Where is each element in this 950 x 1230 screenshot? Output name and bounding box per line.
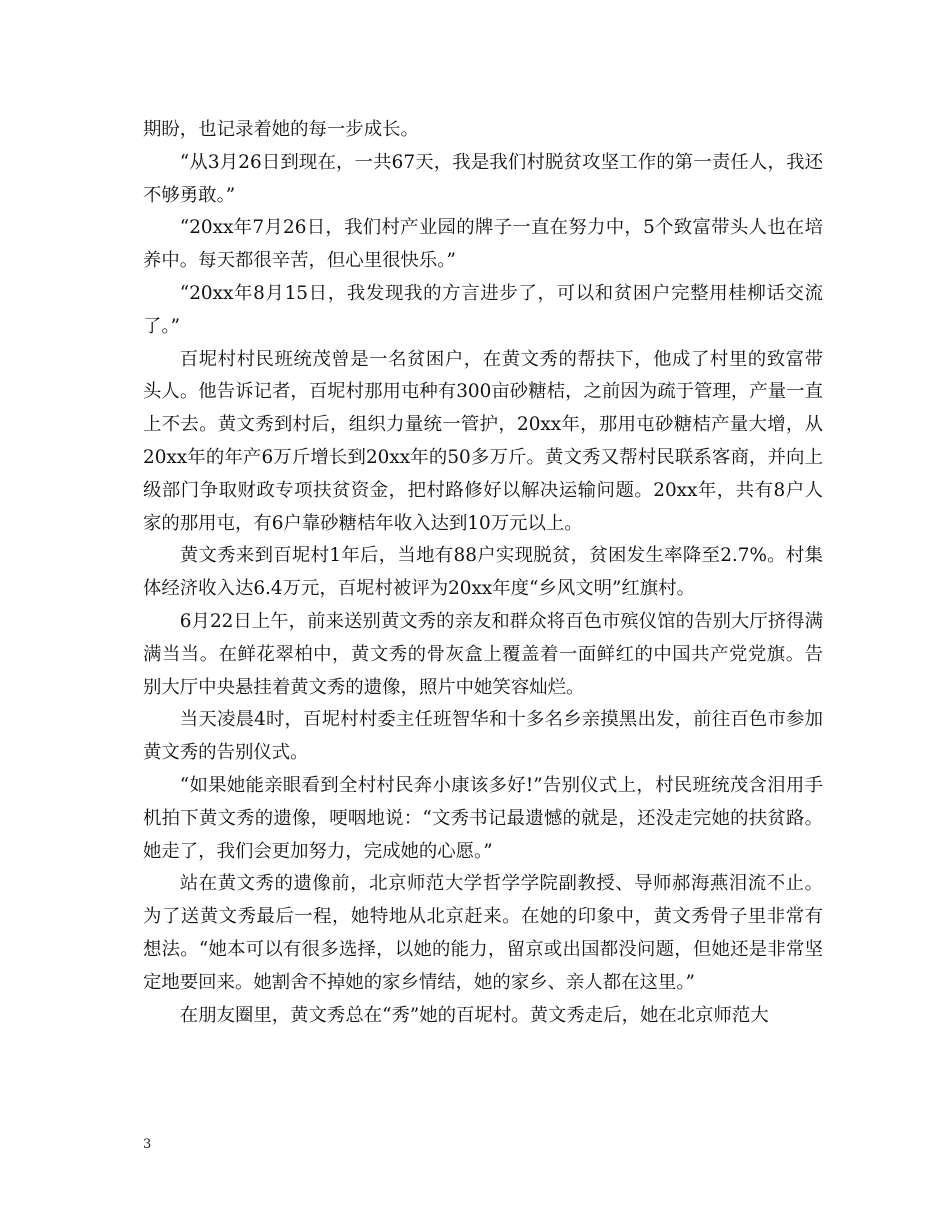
paragraph: 6月22日上午，前来送别黄文秀的亲友和群众将百色市殡仪馆的告别大厅挤得满满当当。在鲜花翠柏中，黄文秀的骨灰盒上覆盖着一面鲜红的中国共产党党旗。告别大厅中央悬挂着黄文秀的遗像，照片中她笑容灿烂。 [143, 610, 823, 698]
paragraph: 百坭村村民班统茂曾是一名贫困户，在黄文秀的帮扶下，他成了村里的致富带头人。他告诉记者，百坭村那用屯种有300亩砂糖桔，之前因为疏于管理，产量一直上不去。黄文秀到村后，组织力量统一管护，20xx年，那用屯砂糖桔产量大增，从20xx年的年产6万斤增长到20xx年的50多万斤。黄文秀又帮村民联系客商，并向上级部门争取财政专项扶贫资金，把村路修好以解决运输问题。20xx年，共有8户人家的那用屯，有6户靠砂糖桔年收入达到10万元以上。 [143, 348, 823, 534]
paragraph: 期盼，也记录着她的每一步成长。 [143, 119, 419, 140]
paragraph: “从3月26日到现在，一共67天，我是我们村脱贫攻坚工作的第一责任人，我还不够勇敢。” [143, 151, 823, 206]
page-number: 3 [143, 1137, 152, 1152]
paragraph: 当天凌晨4时，百坭村村委主任班智华和十多名乡亲摸黑出发，前往百色市参加黄文秀的告别仪式。 [143, 709, 823, 764]
paragraph: “如果她能亲眼看到全村村民奔小康该多好!”告别仪式上，村民班统茂含泪用手机拍下黄文秀的遗像，哽咽地说：“文秀书记最遗憾的就是，还没走完她的扶贫路。她走了，我们会更加努力，完成她的心愿。” [143, 774, 823, 862]
paragraph: 在朋友圈里，黄文秀总在“秀”她的百坭村。黄文秀走后，她在北京师范大 [179, 1004, 769, 1026]
paragraph: 黄文秀来到百坭村1年后，当地有88户实现脱贫，贫困发生率降至2.7%。村集体经济收入达6.4万元，百坭村被评为20xx年度“乡风文明”红旗村。 [143, 545, 823, 600]
paragraph: “20xx年8月15日，我发现我的方言进步了，可以和贫困户完整用桂柳话交流了。” [143, 282, 823, 337]
paragraph: 站在黄文秀的遗像前，北京师范大学哲学学院副教授、导师郝海燕泪流不止。为了送黄文秀最后一程，她特地从北京赶来。在她的印象中，黄文秀骨子里非常有想法。“她本可以有很多选择，以她的能力，留京或出国都没问题，但她还是非常坚定地要回来。她割舍不掉她的家乡情结，她的家乡、亲人都在这里。” [143, 873, 823, 993]
paragraph: “20xx年7月26日，我们村产业园的牌子一直在努力中，5个致富带头人也在培养中。每天都很辛苦，但心里很快乐。” [143, 217, 823, 272]
document-body [143, 114, 823, 1032]
